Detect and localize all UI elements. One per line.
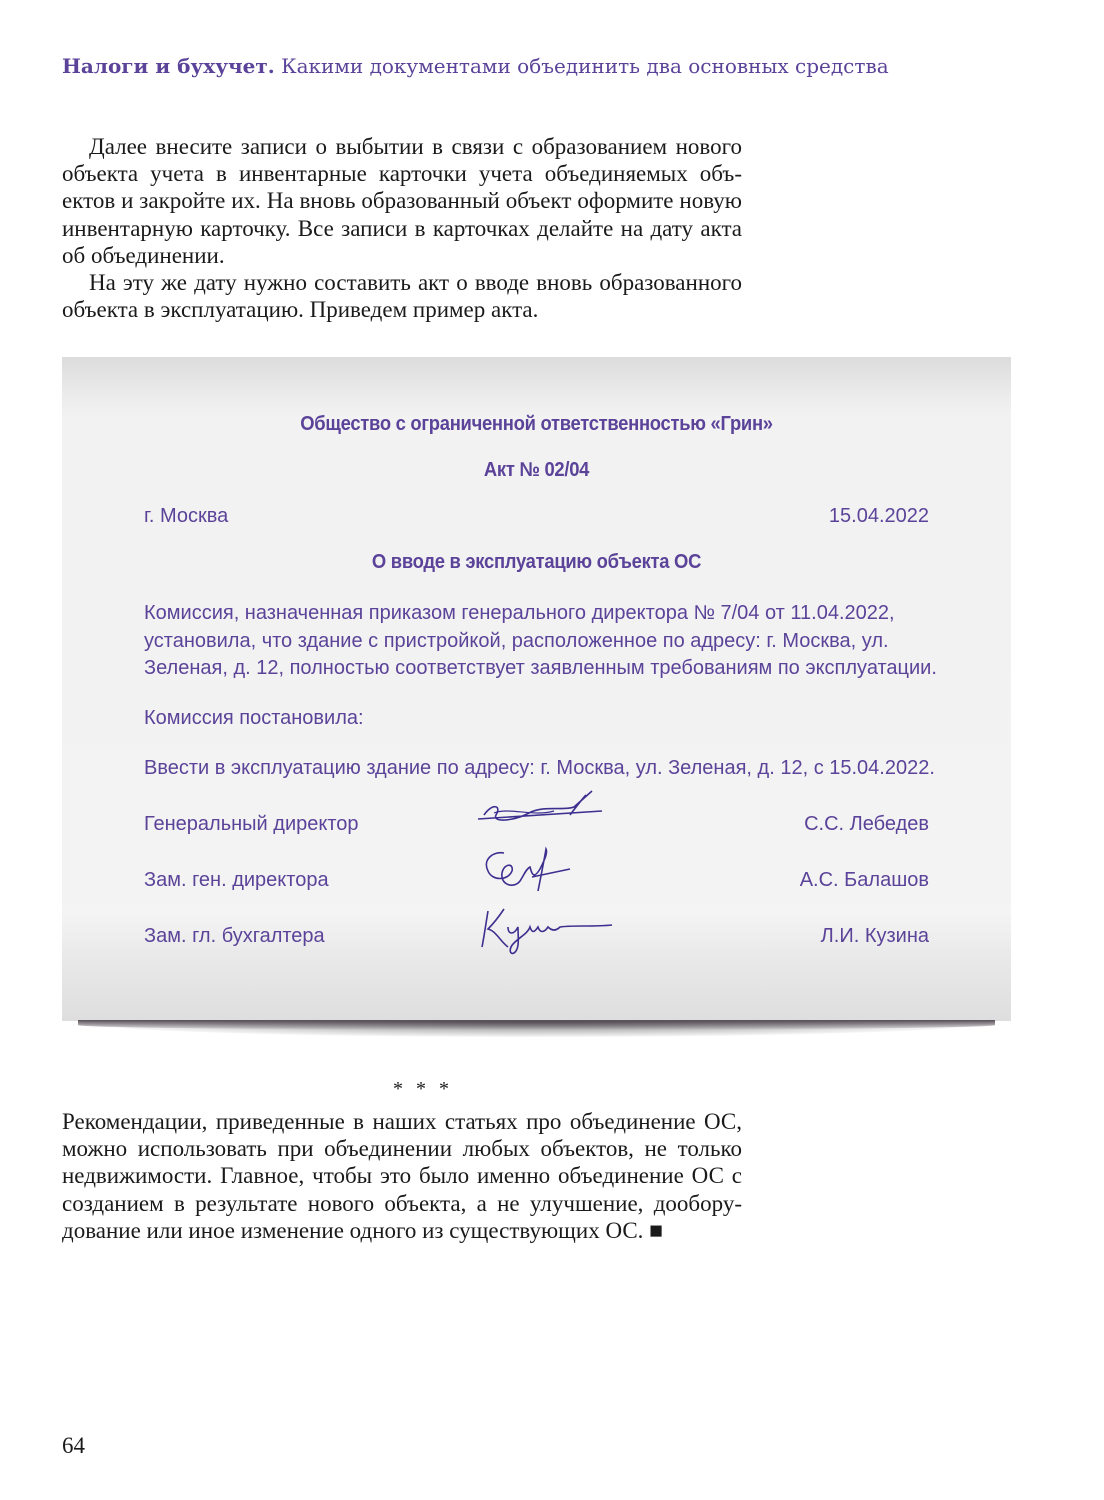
act-number: Акт № 02/04: [483, 459, 590, 481]
signer-position: Зам. ген. директора: [144, 869, 329, 891]
organization-name: Общество с ограниченной ответственностью «Грин»: [300, 413, 773, 435]
signer-position: Зам. гл. бухгалтера: [144, 925, 325, 947]
signature-kuzina: [474, 897, 614, 957]
section-title: Налоги и бухучет.: [62, 54, 275, 78]
signer-position: Генеральный директор: [144, 813, 359, 835]
signer-name: Л.И. Кузина: [820, 925, 929, 947]
document-bottom-edge: [78, 1020, 995, 1030]
signature-balashov: [474, 841, 584, 901]
signer-name: С.С. Лебедев: [804, 813, 929, 835]
outro-text: [62, 1108, 742, 1244]
act-document: [62, 357, 1011, 1021]
act-paragraph-3: Ввести в эксплуатацию здание по адресу: г. Москва, ул. Зеленая, д. 12, с 15.04.2022.: [144, 757, 935, 779]
act-paragraph-2: Комиссия постановила:: [144, 707, 364, 729]
running-head: [62, 54, 1042, 78]
act-paragraph-1: Комиссия, назначенная приказом генерального директора № 7/04 от 11.04.2022, установила, что здание с пристройкой, расположенное по адресу: г. Москва, ул. Зеленая, д. 12, полностью соответствует заявленным требованиям по эксплуатации.: [144, 602, 937, 679]
act-subject: О вводе в эксплуатацию объекта ОС: [371, 551, 702, 573]
intro-paragraph-2: На эту же дату нужно составить акт о вводе вновь образованного объекта в эксплуатацию. Приведем пример акта.: [62, 270, 742, 323]
signer-name: А.С. Балашов: [799, 869, 929, 891]
intro-text: [62, 133, 742, 323]
act-city: г. Москва: [144, 505, 229, 527]
article-title: Какими документами объединить два основных средства: [281, 54, 889, 78]
signature-row: [144, 925, 929, 965]
section-separator: * * *: [393, 1078, 453, 1100]
outro-paragraph: Рекомендации, приведенные в наших статьях про объединение ОС, можно использовать при объединении любых объектов, не только недвижимости. Главное, чтобы это было именно объединение ОС с созданием в результате нового объекта, а не улучшение, дооборудование или иное изменение одного из существующих ОС. ■: [62, 1109, 742, 1243]
signature-lebedev: [474, 785, 604, 835]
act-document-figure: [62, 357, 1011, 1021]
act-date: 15.04.2022: [828, 505, 929, 527]
page-number: 64: [62, 1433, 85, 1458]
intro-paragraph-1: Далее внесите записи о выбытии в связи с образованием нового объекта учета в инвентарные карточки учета объединяемых объектов и закройте их. На вновь образованный объект оформите новую инвентарную карточку. Все записи в карточках делайте на дату акта об объединении.: [62, 134, 742, 268]
